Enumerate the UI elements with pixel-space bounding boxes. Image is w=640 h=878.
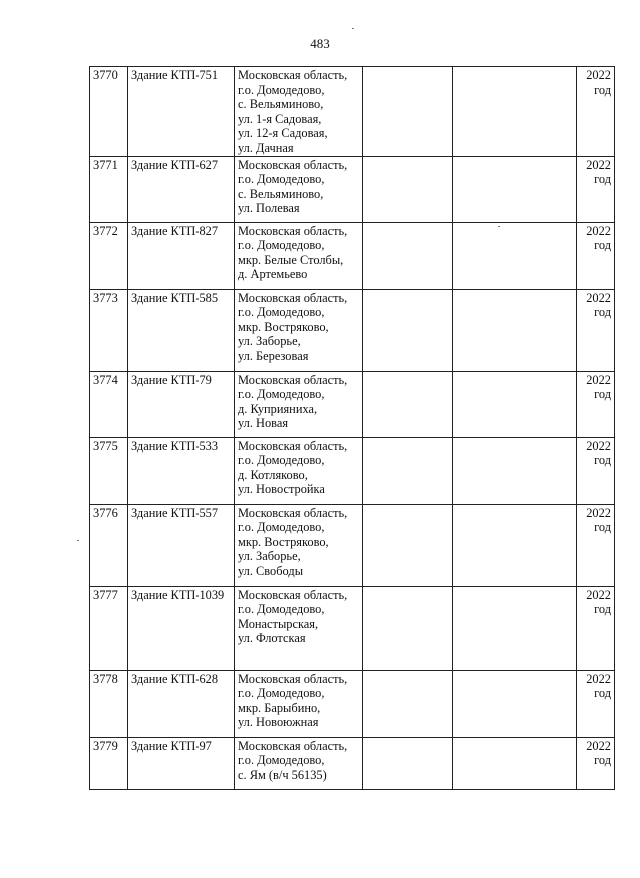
address-line: д. Артемьево — [238, 267, 308, 282]
row-number: 3771 — [90, 156, 128, 222]
table-row — [90, 156, 615, 222]
year-line: год — [594, 453, 611, 468]
address-line: г.о. Домодедово, — [238, 753, 325, 768]
row-number: 3772 — [90, 222, 128, 289]
address-line: Московская область, — [238, 290, 348, 305]
row-number: 3779 — [90, 737, 128, 789]
address-line: с. Вельяминово, — [238, 97, 324, 112]
object-name: Здание КТП-585 — [128, 289, 235, 371]
year-cell — [577, 289, 615, 371]
row-number: 3773 — [90, 289, 128, 371]
year-line: год — [594, 82, 611, 97]
year-line: год — [594, 686, 611, 701]
year-line: год — [594, 520, 611, 535]
table-row — [90, 289, 615, 371]
year-cell — [577, 504, 615, 586]
empty-cell — [453, 371, 577, 437]
object-name: Здание КТП-97 — [128, 737, 235, 789]
address-line: г.о. Домодедово, — [238, 520, 325, 535]
address-line: мкр. Востряково, — [238, 534, 329, 549]
empty-cell — [363, 156, 453, 222]
object-address — [235, 670, 363, 737]
year-line: 2022 — [586, 738, 611, 753]
address-line: д. Куприяниха, — [238, 401, 318, 416]
empty-cell — [453, 737, 577, 789]
row-number: 3778 — [90, 670, 128, 737]
object-name: Здание КТП-628 — [128, 670, 235, 737]
address-line: с. Вельяминово, — [238, 186, 324, 201]
address-line: Московская область, — [238, 223, 348, 238]
address-line: г.о. Домодедово, — [238, 172, 325, 187]
object-address — [235, 371, 363, 437]
address-line: ул. Дачная — [238, 140, 294, 155]
address-line: ул. Свободы — [238, 563, 304, 578]
register-table-body — [90, 67, 615, 790]
address-line: с. Ям (в/ч 56135) — [238, 767, 327, 782]
register-table — [89, 66, 615, 790]
year-line: год — [594, 172, 611, 187]
address-line: г.о. Домодедово, — [238, 453, 325, 468]
empty-cell — [363, 670, 453, 737]
object-name: Здание КТП-627 — [128, 156, 235, 222]
object-address — [235, 586, 363, 670]
address-line: Московская область, — [238, 505, 348, 520]
scan-speck — [352, 28, 354, 29]
year-cell — [577, 67, 615, 157]
object-address — [235, 504, 363, 586]
row-number: 3775 — [90, 437, 128, 504]
year-line: год — [594, 387, 611, 402]
address-line: ул. 12-я Садовая, — [238, 126, 328, 141]
year-line: 2022 — [586, 438, 611, 453]
table-row — [90, 222, 615, 289]
address-line: Московская область, — [238, 372, 348, 387]
address-line: Московская область, — [238, 157, 348, 172]
year-line: 2022 — [586, 372, 611, 387]
address-line: г.о. Домодедово, — [238, 305, 325, 320]
object-name: Здание КТП-1039 — [128, 586, 235, 670]
address-line: д. Котляково, — [238, 467, 308, 482]
address-line: Московская область, — [238, 738, 348, 753]
address-line: мкр. Белые Столбы, — [238, 252, 344, 267]
empty-cell — [363, 737, 453, 789]
empty-cell — [453, 289, 577, 371]
row-number: 3774 — [90, 371, 128, 437]
address-line: г.о. Домодедово, — [238, 82, 325, 97]
object-name: Здание КТП-751 — [128, 67, 235, 157]
year-line: 2022 — [586, 68, 611, 82]
year-cell — [577, 437, 615, 504]
empty-cell — [363, 371, 453, 437]
year-cell — [577, 586, 615, 670]
empty-cell — [453, 67, 577, 157]
object-name: Здание КТП-533 — [128, 437, 235, 504]
year-line: 2022 — [586, 671, 611, 686]
address-line: Московская область, — [238, 671, 348, 686]
empty-cell — [453, 222, 577, 289]
address-line: ул. Полевая — [238, 201, 300, 216]
address-line: Московская область, — [238, 68, 348, 82]
object-address — [235, 289, 363, 371]
empty-cell — [453, 437, 577, 504]
address-line: ул. Флотская — [238, 631, 306, 646]
empty-cell — [453, 586, 577, 670]
empty-cell — [453, 670, 577, 737]
object-name: Здание КТП-557 — [128, 504, 235, 586]
empty-cell — [363, 222, 453, 289]
table-row — [90, 67, 615, 157]
year-cell — [577, 371, 615, 437]
year-line: 2022 — [586, 223, 611, 238]
year-cell — [577, 222, 615, 289]
year-line: 2022 — [586, 157, 611, 172]
address-line: ул. Новоюжная — [238, 715, 319, 730]
object-address — [235, 67, 363, 157]
empty-cell — [453, 156, 577, 222]
year-line: год — [594, 602, 611, 617]
address-line: ул. Новая — [238, 416, 289, 431]
year-line: 2022 — [586, 587, 611, 602]
page-number: 483 — [310, 36, 330, 51]
scan-speck — [77, 540, 79, 541]
object-address — [235, 737, 363, 789]
address-line: ул. Заборье, — [238, 549, 301, 564]
object-name: Здание КТП-79 — [128, 371, 235, 437]
year-line: год — [594, 753, 611, 768]
empty-cell — [363, 67, 453, 157]
empty-cell — [363, 289, 453, 371]
year-cell — [577, 156, 615, 222]
table-row — [90, 737, 615, 789]
year-cell — [577, 737, 615, 789]
table-row — [90, 504, 615, 586]
object-name: Здание КТП-827 — [128, 222, 235, 289]
year-line: 2022 — [586, 505, 611, 520]
empty-cell — [453, 504, 577, 586]
empty-cell — [363, 437, 453, 504]
table-row — [90, 670, 615, 737]
address-line: г.о. Домодедово, — [238, 602, 325, 617]
address-line: ул. Заборье, — [238, 334, 301, 349]
object-address — [235, 156, 363, 222]
address-line: мкр. Барыбино, — [238, 700, 321, 715]
address-line: г.о. Домодедово, — [238, 238, 325, 253]
table-row — [90, 586, 615, 670]
empty-cell — [363, 504, 453, 586]
year-line: год — [594, 238, 611, 253]
row-number: 3770 — [90, 67, 128, 157]
address-line: Монастырская, — [238, 616, 319, 631]
address-line: ул. 1-я Садовая, — [238, 111, 322, 126]
address-line: ул. Новостройка — [238, 482, 325, 497]
address-line: ул. Березовая — [238, 348, 309, 363]
year-cell — [577, 670, 615, 737]
empty-cell — [363, 586, 453, 670]
table-row — [90, 371, 615, 437]
object-address — [235, 222, 363, 289]
address-line: Московская область, — [238, 587, 348, 602]
address-line: г.о. Домодедово, — [238, 387, 325, 402]
address-line: Московская область, — [238, 438, 348, 453]
row-number: 3776 — [90, 504, 128, 586]
object-address — [235, 437, 363, 504]
row-number: 3777 — [90, 586, 128, 670]
year-line: 2022 — [586, 290, 611, 305]
year-line: год — [594, 305, 611, 320]
table-row — [90, 437, 615, 504]
address-line: мкр. Востряково, — [238, 319, 329, 334]
address-line: г.о. Домодедово, — [238, 686, 325, 701]
